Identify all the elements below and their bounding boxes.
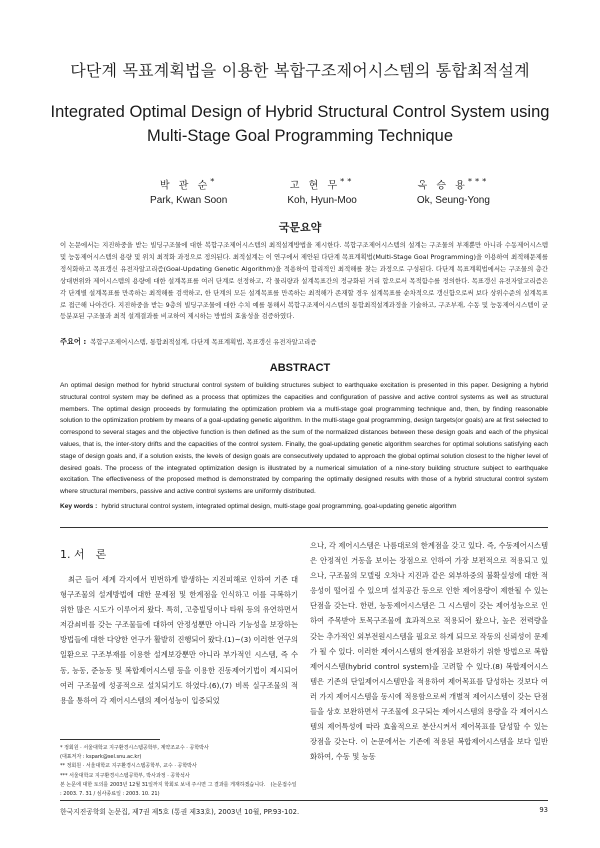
title-english <box>40 100 560 148</box>
body-column-right <box>310 538 548 764</box>
author-3-mark: *** <box>467 176 490 186</box>
title-english-line-2: Multi-Stage Goal Programming Technique <box>146 127 453 145</box>
author-2-english-name: Koh, Hyun-Moo <box>287 195 357 207</box>
author-1-korean-name: 박 관 순 <box>159 180 211 192</box>
keywords-english <box>60 503 548 510</box>
keywords-english-text: hybrid structural control system, integrated optimal design, multi-stage goal programming, goal-updating genetic algorithm <box>101 503 457 510</box>
footnotes <box>60 744 298 799</box>
author-3-korean-name: 옥 승 용 <box>417 180 468 192</box>
footnote-item: (대표저자 : kspark@sel.snu.ac.kr) <box>60 754 142 761</box>
introduction-text-right: 으나, 각 제어시스템은 나름대로의 한계점을 갖고 있다. 즉, 수동제어시스템은 안정적인 거동을 보이는 장점으로 인하여 가장 보편적으로 적용되고 있으나, 구조물의 모델링 오차나 지진과 같은 외부하중의 불확실성에 대한 적응성이 떨어질 수 있으며 설치공간 등으로 인한 제어용량이 제한될 수 있는 단점을 갖는다. 한편, 능동제어시스템은 그 시스템이 갖는 제어성능으로 인하여 주목받아 토목구조물에 효과적으로 적용되어 왔으나, 높은 전력량을 갖는 추가적인 외부전원시스템을 필요로 하게 되므로 작동의 신뢰성이 문제가 될 수 있다. 이러한 제어시스템의 한계점을 보완하기 위한 방법으로 복합제어시스템(hybrid control system)을 고려할 수 있다.(8) 복합제어시스템은 기존의 단일제어시스템만을 적용하여 제어목표를 달성하는 것보다 여러 가지 제어시스템을 동시에 적용함으로써 개별적 제어시스템이 갖는 단점들을 상호 보완하면서 구조물에 요구되는 제어시스템의 용량을 각 제어시스템의 제어특성에 따라 효율적으로 분산시켜서 제어목표를 달성할 수 있는 장점을 갖는다. 이 논문에서는 기존에 적용된 복합제어시스템을 보다 일반화하여, 수동 및 능동 <box>310 541 548 762</box>
introduction-heading: 1. 서 론 <box>60 548 107 561</box>
abstract-english-heading: ABSTRACT <box>269 362 331 374</box>
keywords-korean-text: 복합구조제어시스템, 통합최적설계, 다단계 목표계획법, 목표갱신 유전자알고리즘 <box>90 338 317 346</box>
keywords-korean-label: 주요어 : <box>60 337 87 346</box>
footnote-item: *** 서울대학교 지구환경시스템공학부, 박사과정 · 공학석사 <box>60 772 190 779</box>
section-divider <box>60 527 548 528</box>
keywords-korean <box>60 337 548 347</box>
abstract-korean-heading: 국문요약 <box>278 221 322 234</box>
footnote-item: * 정회원 · 서울대학교 지구환경시스템공학부, 계약조교수 · 공학박사 <box>60 745 209 751</box>
author-2 <box>287 176 356 206</box>
title-korean: 다단계 목표계획법을 이용한 복합구조제어시스템의 통합최적설계 <box>70 61 530 80</box>
abstract-english: An optimal design method for hybrid structural control system of building structures subject to earthquake excitation is presented in this paper. Designing a hybrid structural control system may be defined as a process that optimizes the capacities and configuration of passive and active control systems as well as structural members. The optimal design proceeds by formulating the optimization problem via a multi-stage goal programming technique and, then, by finding reasonable solution to the optimization problem by means of a goal-updating genetic algorithm. In the multi-stage goal programming, design targets(or goals) are at first selected to correspond to several stages and the objective function is then defined as the sum of the normalized distances between these design goals and each of the physical values, that is, the inter-story drifts and the capacities of the control system. Finally, the goal-updating genetic algorithm searches for optimal solutions satisfying each stage of design goals and, if a solution exists, the levels of design goals are consecutively updated to approach the global optimal solution closest to the higher level of desired goals. The process of the integrated optimization design is illustrated by a numerical simulation of a nine-story building structure subject to earthquake excitation. The effectiveness of the proposed method is demonstrated by comparing the optimally designed results with those of a hybrid structural control system where structural members, passive and active control systems are uniformly distributed. <box>60 382 548 496</box>
journal-citation: 한국지진공학회 논문집, 제7권 제5호 (통권 제33호), 2003년 10월, PP.93-102. <box>60 808 300 816</box>
title-english-line-1: Integrated Optimal Design of Hybrid Structural Control System using <box>50 103 550 121</box>
body-column-left <box>60 536 298 708</box>
author-2-korean-name: 고 현 무 <box>289 180 341 192</box>
abstract-korean: 이 논문에서는 지진하중을 받는 빌딩구조물에 대한 복합구조제어시스템의 최적설계방법을 제시한다. 복합구조제어시스템의 설계는 구조물의 부재뿐만 아니라 수동제어시스템 및 능동제어시스템의 용량 및 위치 최적화 과정으로 정의된다. 최적설계는 이 연구에서 제안된 다단계 목표계획법(Multi-Stage Goal Programming)을 이용하여 최적해문제를 정식화하고 목표갱신 유전자알고리즘(Goal-Updating Genetic Algorithm)을 적용하여 합리적인 최적해를 찾는 과정으로 구성된다. 다단계 목표계획법에서는 구조물의 층간 상대변위와 제어시스템의 용량에 대한 설계목표를 여러 단계로 선정하고, 각 물리량과 설계목표간의 정규화된 거리 합으로서 목적함수를 정의한다. 목표갱신 유전자알고리즘은 각 단계별 설계목표를 만족하는 최적해를 검색하고, 한 단계의 모든 설계목표를 만족하는 최적해가 존재할 경우 설계목표를 순차적으로 갱신함으로써 보다 상위수준의 설계목표로 접근해 나아간다. 지진하중을 받는 9층의 빌딩구조물에 대한 수치 예를 통해서 복합구조제어시스템의 통합최적설계과정을 기술하고, 구조부재, 수동 및 능동제어시스템이 균등분포된 구조물과 최적 설계결과를 비교하여 제시하는 방법의 효율성을 검증하였다. <box>60 241 548 321</box>
page-footer <box>60 806 548 816</box>
footnote-divider <box>60 739 160 740</box>
introduction-text-left: 최근 들어 세계 각지에서 빈번하게 발생하는 지진피해로 인하여 기존 대형구조물의 설계방법에 대한 문제점 및 한계점을 인식하고 이를 극복하기 위한 많은 시도가 이루어져 왔다. 특히, 고층빌딩이나 타워 등의 유연하면서 저감쇠비를 갖는 구조물들에 대하여 안정성뿐만 아니라 기능성을 보장하는 방법들에 대한 다양한 연구가 활발히 진행되어 왔다.(1)~(3) 이러한 연구의 일환으로 구조부재를 이용한 설계보강뿐만 아니라 부가적인 시스템, 즉 수동, 능동, 준능동 및 복합제어시스템 등을 이용한 진동제어기법이 제시되어 여러 구조물에 성공적으로 설치되기도 하였다.(6),(7) 비록 실구조물의 적용을 통하여 각 제어시스템의 제어성능이 입증되었 <box>60 575 298 705</box>
author-2-mark: ** <box>340 176 355 186</box>
footnote-item: ** 정회원 · 서울대학교 지구환경시스템공학부, 교수 · 공학박사 <box>60 763 197 770</box>
author-1-english-name: Park, Kwan Soon <box>150 195 228 207</box>
author-1-mark: * <box>210 176 218 186</box>
page-number: 93 <box>539 806 548 814</box>
footnote-item: 본 논문에 대한 토의를 2003년 12월 31일까지 학회로 보내 주시면 그 결과를 게재하겠습니다. (논문접수일 : 2003. 7. 31 / 심사종료일 : 2003. 10. 21) <box>60 781 297 798</box>
keywords-english-label: Key words : <box>60 503 98 510</box>
author-3-english-name: Ok, Seung-Yong <box>416 195 490 207</box>
author-3 <box>417 176 490 206</box>
author-1 <box>150 176 227 206</box>
author-list <box>120 176 520 206</box>
footer-divider <box>60 800 548 801</box>
